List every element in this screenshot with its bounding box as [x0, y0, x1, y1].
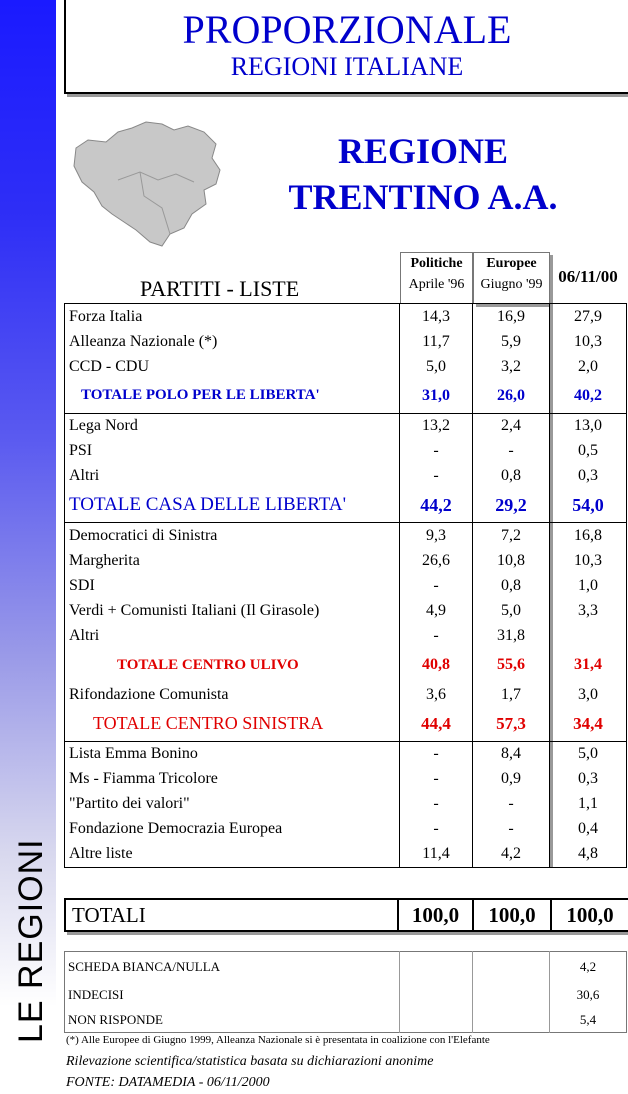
col1-bottom: Aprile '96	[408, 277, 465, 292]
table-row: Rifondazione Comunista 3,6 1,7 3,0	[65, 682, 627, 707]
page-title: PROPORZIONALE	[182, 7, 512, 52]
table-row: Altre liste 11,4 4,2 4,8	[65, 842, 627, 868]
totals-v2: 100,0	[472, 900, 550, 930]
totals-row	[64, 898, 628, 932]
table-row: NON RISPONDE 5,4	[65, 1007, 627, 1033]
table-row: Verdi + Comunisti Italiani (Il Girasole) 4,9 5,0 3,3	[65, 598, 627, 623]
table-row: INDECISI 30,6	[65, 982, 627, 1007]
total-row: TOTALE POLO PER LE LIBERTA' 31,0 26,0 40,2	[65, 379, 627, 413]
totals-label: TOTALI	[72, 903, 146, 927]
table-row: Lega Nord 13,2 2,4 13,0	[65, 413, 627, 439]
table-row: SDI - 0,8 1,0	[65, 573, 627, 598]
totals-v1: 100,0	[397, 900, 472, 930]
col2-bottom: Giugno '99	[480, 277, 543, 292]
results-table	[64, 303, 627, 868]
table-row: CCD - CDU 5,0 3,2 2,0	[65, 354, 627, 379]
table-row: "Partito dei valori" - - 1,1	[65, 792, 627, 817]
footnote: (*) Alle Europee di Giugno 1999, Alleanza Nazionale si è presentata in coalizione con l'Elefante	[66, 1034, 490, 1046]
sidebar-label: LE REGIONI	[12, 838, 50, 1043]
total-row: TOTALE CENTRO ULIVO 40,8 55,6 31,4	[65, 648, 627, 682]
region-map-icon	[66, 118, 246, 250]
sidebar-gradient	[0, 0, 56, 1094]
table-row: Altri - 0,8 0,3	[65, 464, 627, 489]
table-row: Margherita 26,6 10,8 10,3	[65, 548, 627, 573]
table-row: Forza Italia 14,3 16,9 27,9	[65, 304, 627, 330]
total-row: TOTALE CASA DELLE LIBERTA' 44,2 29,2 54,0	[65, 489, 627, 523]
extra-table	[64, 951, 627, 1033]
col-head-europee	[473, 252, 550, 304]
table-row: PSI - - 0,5	[65, 439, 627, 464]
table-row: Lista Emma Bonino - 8,4 5,0	[65, 741, 627, 767]
table-row: Alleanza Nazionale (*) 11,7 5,9 10,3	[65, 329, 627, 354]
region-line2: TRENTINO A.A.	[288, 177, 558, 217]
table-row: SCHEDA BIANCA/NULLA 4,2	[65, 952, 627, 983]
region-name	[258, 128, 588, 220]
method-note: Rilevazione scientifica/statistica basata su dichiarazioni anonime	[66, 1054, 434, 1069]
total-row: TOTALE CENTRO SINISTRA 44,4 57,3 34,4	[65, 707, 627, 741]
table-row: Democratici di Sinistra 9,3 7,2 16,8	[65, 523, 627, 549]
region-line1: REGIONE	[337, 131, 509, 171]
col2-top: Europee	[486, 256, 537, 271]
col-head-politiche	[400, 252, 473, 304]
table-row: Ms - Fiamma Tricolore - 0,9 0,3	[65, 767, 627, 792]
header-box	[64, 0, 628, 94]
totals-v3: 100,0	[550, 900, 628, 930]
col1-top: Politiche	[410, 256, 463, 271]
partiti-header: PARTITI - LISTE	[140, 276, 300, 301]
source-note: FONTE: DATAMEDIA - 06/11/2000	[66, 1075, 270, 1090]
table-row: Altri - 31,8	[65, 623, 627, 648]
page-subtitle: REGIONI ITALIANE	[230, 52, 464, 81]
col-head-date: 06/11/00	[558, 267, 618, 286]
table-row: Fondazione Democrazia Europea - - 0,4	[65, 817, 627, 842]
